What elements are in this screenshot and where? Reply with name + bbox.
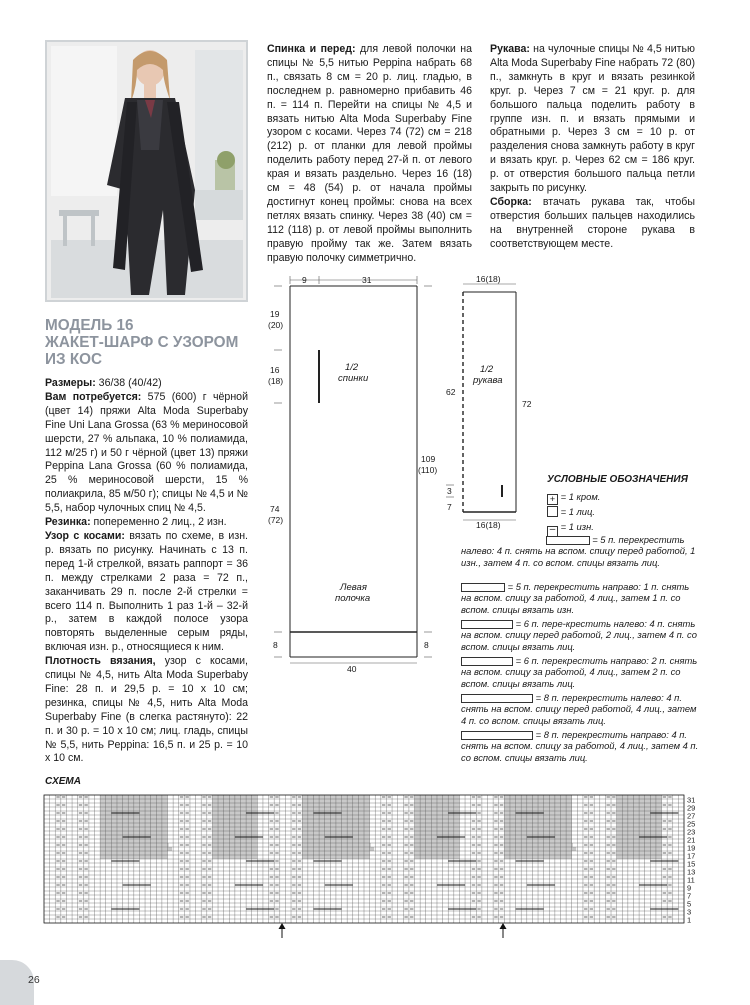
sleeve-piece <box>446 274 532 530</box>
sleeve-dim-3: 3 <box>447 486 452 496</box>
shade-cell <box>539 823 556 827</box>
row-number: 9 <box>687 883 692 893</box>
dim-left-72: (72) <box>268 515 284 525</box>
legend-purl-text: = 1 изн. <box>560 521 594 532</box>
row-number: 11 <box>687 875 695 885</box>
sizes-value: 36/38 (40/42) <box>95 377 162 389</box>
legend-cross-5-right <box>461 581 701 615</box>
shade-cell <box>111 795 128 799</box>
shade-cell <box>115 799 132 803</box>
density-value: узор с косами, спицы № 4,5, нить Alta Moda Superbaby Fine: 28 п. и 29,5 р. = 10 х 10 см; резинка, спицы № 4,5, нить Alta Moda Superbaby Fine (в слегка растянуто): 22 п. и 30 р. = 10 х 10 см; лиц. гладь, спицы № 5,5, нить Peppina: 16,5 п. и 25 р. = 10 х 10 см. <box>45 655 248 765</box>
dim-top-9: 9 <box>302 275 307 285</box>
sleeve-dim-bottom: 16(18) <box>476 520 501 530</box>
shade-cell <box>354 843 371 847</box>
label-back-half: 1/2 <box>345 362 359 373</box>
sleeve-value: на чулочные спицы № 4,5 нитью Alta Moda Superbaby Fine набрать 72 (80) п., замкнуть в круг и вязать резинкой круг. р. Через 7 см = 21 круг. р. для большого пальца поделить работу в группе изн. п. и вязать прямыми и обратными р. Через 3 см = 10 р. от разделения снова замкнуть работу в круг и вязать круг. р. Через 62 см = 186 круг. р. от отверстия большого пальца петли закрыть по рисунку. <box>490 43 695 195</box>
dim-left-20: (20) <box>268 320 284 330</box>
rib-paragraph <box>45 516 248 530</box>
shade-cell <box>317 799 334 803</box>
dim-left-19: 19 <box>270 309 280 319</box>
shade-cell <box>155 847 172 851</box>
dim-left-18: (18) <box>268 376 284 386</box>
dim-left-16: 16 <box>270 365 280 375</box>
row-number: 17 <box>687 851 696 861</box>
shade-cell <box>334 819 351 823</box>
legend-cross-5-right-text: = 5 п. перекрестить направо: 1 п. снять на вспом. спицу за работой, 4 лиц., затем 1 п. со вспом. спицы вязать изн. <box>461 581 690 615</box>
density-label: Плотность вязания, <box>45 655 156 668</box>
sleeve-dim-72: 72 <box>522 399 532 409</box>
shade-cell <box>556 843 573 847</box>
label-sleeve: рукава <box>473 375 503 386</box>
assembly-value: втачать рукава так, чтобы отверстия больших пальцев находились на внутренней стороне рукава в соответствующем месте. <box>490 195 695 250</box>
legend-cross-5-left-text: = 5 п. перекрестить налево: 4 п. снять на вспом. спицу перед работой, 1 изн., затем 4 п. со вспом. спицы вязать лиц. <box>461 534 696 568</box>
shade-cell <box>142 831 159 835</box>
shade-cell <box>553 839 570 843</box>
legend-cross-6-left <box>461 618 701 652</box>
shade-cell <box>536 819 553 823</box>
row-number: 3 <box>687 907 692 917</box>
row-number: 1 <box>687 915 692 925</box>
label-shelf: полочка <box>335 593 371 604</box>
shade-cell <box>344 831 361 835</box>
stitch-chart <box>40 792 710 942</box>
legend-cross-5-left <box>461 534 701 568</box>
row-number: 5 <box>687 899 692 909</box>
sizes-label: Размеры: <box>45 377 96 389</box>
shade-cell <box>132 819 149 823</box>
row-number: 27 <box>687 811 696 821</box>
legend-knit-text: = 1 лиц. <box>560 506 595 517</box>
shade-cell <box>559 847 576 851</box>
cable-5-right-icon <box>461 583 505 592</box>
model-title <box>45 317 250 368</box>
dim-right-8: 8 <box>424 640 429 650</box>
repeat-arrow-1 <box>279 923 286 938</box>
legend-cross-8-left <box>461 692 701 726</box>
legend-knit <box>547 506 595 517</box>
shade-cell <box>357 847 374 851</box>
shade-cell <box>320 803 337 807</box>
model-title-line1: МОДЕЛЬ 16 <box>45 317 134 334</box>
dim-left-74: 74 <box>270 504 280 514</box>
page-number: 26 <box>28 974 40 986</box>
shade-cell <box>337 823 354 827</box>
legend-title: УСЛОВНЫЕ ОБОЗНАЧЕНИЯ <box>547 474 688 485</box>
shade-cell <box>340 827 357 831</box>
middle-instructions <box>267 43 472 266</box>
repeat-arrow-2 <box>500 923 507 938</box>
shade-cell <box>152 843 169 847</box>
back-value: для левой полочки на спицы № 5,5 нитью Peppina набрать 68 п., связать 8 см = 20 р. лиц. гладью, в последнем р. равномерно прибавить 46 п. = 114 п. Перейти на спицы № 4,5 и вязать нитью Alta Moda Superbaby Fine узором с косами. Через 74 (72) см = 218 (212) р. от планки для левой проймы поделить работу перед 27-й п. от левого края и вязать раздельно. Через 16 (18) см = 48 (54) р. от начала проймы достигнут конец проймы: снова на всех петлях вязать спинку. Через 38 (40) см = 112 (118) р. от левой проймы выполнить правую пройму так же. Затем вязать правую полочку симметрично. <box>267 43 472 264</box>
shade-cell <box>128 815 145 819</box>
dim-top-31: 31 <box>362 275 372 285</box>
row-number: 7 <box>687 891 692 901</box>
sleeve-label: Рукава: <box>490 43 530 55</box>
label-sleeve-half: 1/2 <box>480 364 494 375</box>
needs-paragraph <box>45 391 248 516</box>
model-title-line2: ЖАКЕТ-ШАРФ С УЗОРОМ <box>45 334 239 351</box>
shade-cell <box>546 831 563 835</box>
back-paragraph <box>267 43 472 266</box>
row-number: 29 <box>687 803 696 813</box>
shade-cell <box>148 839 165 843</box>
shade-cell <box>330 815 347 819</box>
needs-value: 575 (600) г чёрной (цвет 14) пряжи Alta Moda Superbaby Fine Uni Lana Grossa (63 % мериносовой шерсти, 27 % альпака, 10 % полиамида, 112 м/25 г) и 50 г чёрной (цвет 13) пряжи Peppina Lana Grossa (60 % полиамида, 25 % мериносовой шерсти, 15 % полиакрила, 85 м/50 г); спицы № 4,5 и № 5,5, набор чулочных спиц № 4,5. <box>45 390 248 515</box>
shade-cell <box>532 815 549 819</box>
sleeve-dim-7: 7 <box>447 502 452 512</box>
cable-paragraph <box>45 530 248 655</box>
legend-cross-6-right <box>461 655 701 689</box>
row-number: 21 <box>687 835 696 845</box>
scheme-title: СХЕМА <box>45 776 81 787</box>
right-instructions <box>490 43 695 252</box>
chart-row-labels <box>687 796 695 925</box>
left-instructions <box>45 377 248 766</box>
cable-6-right-icon <box>461 657 513 666</box>
shade-cell <box>313 795 330 799</box>
row-number: 23 <box>687 827 696 837</box>
label-left: Левая <box>340 582 367 593</box>
dim-bottom-40: 40 <box>347 664 357 674</box>
cable-6-left-icon <box>461 620 513 629</box>
legend-edge <box>547 491 600 505</box>
legend-cross-8-right-text: = 8 п. перекрестить направо: 4 п. снять на вспом. спицу за работой, 4 лиц., затем 4 п. со вспом. спицы вязать лиц. <box>461 729 699 763</box>
cable-8-right-icon <box>461 731 533 740</box>
shade-cell <box>516 795 533 799</box>
model-title-line3: ИЗ КОС <box>45 351 103 368</box>
shade-cell <box>121 807 138 811</box>
assembly-label: Сборка: <box>490 195 532 208</box>
rib-value: попеременно 2 лиц., 2 изн. <box>90 516 227 529</box>
edge-stitch-icon: + <box>547 494 558 505</box>
row-number: 13 <box>687 867 696 877</box>
legend-cross-6-right-text: = 6 п. перекрестить направо: 2 п. снять на вспом. спицу за работой, 4 лиц., затем 2 п. со вспом. спицы вязать лиц. <box>461 655 698 689</box>
sizes-paragraph <box>45 377 248 391</box>
density-paragraph <box>45 655 248 766</box>
legend-cross-8-right <box>461 729 701 763</box>
shade-cell <box>522 803 539 807</box>
shade-cell <box>138 827 155 831</box>
cable-8-left-icon <box>461 694 533 703</box>
rib-label: Резинка: <box>45 516 91 529</box>
sleeve-dim-top: 16(18) <box>476 274 501 284</box>
sleeve-dim-62: 62 <box>446 387 456 397</box>
assembly-paragraph <box>490 196 695 252</box>
dim-right-109: 109 <box>421 454 436 464</box>
sleeve-paragraph <box>490 43 695 196</box>
model-photo-illustration <box>45 40 248 302</box>
row-number: 31 <box>687 795 696 805</box>
shade-cell <box>324 807 341 811</box>
cable-value: вязать по схеме, в изн. р. вязать по рисунку. Начинать с 13 п. перед 1-й стрелкой, вязать раппорт = 36 п. между стрелками 2 раза = 72 п., заканчивать 29 п. после 2-й стрелки = всего 114 п. Выполнить 1 раз 1-й – 32-й р., затем в каждой полосе узора повторять выделенные серым ряды, включая изн. р., относящиеся к ним. <box>45 529 248 654</box>
needs-label: Вам потребуется: <box>45 390 142 403</box>
cable-label: Узор с косами: <box>45 529 125 542</box>
legend-cross-6-left-text: = 6 п. пере-крестить налево: 4 п. снять на вспом. спицу перед работой, 2 лиц., затем 4 п. со вспом. спицы вязать лиц. <box>461 618 697 652</box>
knit-stitch-icon <box>547 506 558 517</box>
row-number: 19 <box>687 843 696 853</box>
body-piece <box>268 275 437 674</box>
purl-stitch-icon: – <box>547 526 558 537</box>
shade-cell <box>543 827 560 831</box>
row-number: 25 <box>687 819 696 829</box>
shade-cell <box>526 807 543 811</box>
dim-right-110: (110) <box>418 465 438 475</box>
label-back: спинки <box>338 373 369 384</box>
legend-cross-8-left-text: = 8 п. перекрестить налево: 4 п. снять на вспом. спицу перед работой, 4 лиц., затем 4 п. со вспом. спицы вязать лиц. <box>461 692 697 726</box>
shade-cell <box>118 803 135 807</box>
shade-cell <box>351 839 368 843</box>
back-label: Спинка и перед: <box>267 43 356 55</box>
cable-5-left-icon <box>546 536 590 545</box>
dim-left-8: 8 <box>273 640 278 650</box>
shade-cell <box>135 823 152 827</box>
model-photo <box>45 40 248 302</box>
row-number: 15 <box>687 859 696 869</box>
legend-edge-text: = 1 кром. <box>560 491 601 502</box>
shade-cell <box>519 799 536 803</box>
